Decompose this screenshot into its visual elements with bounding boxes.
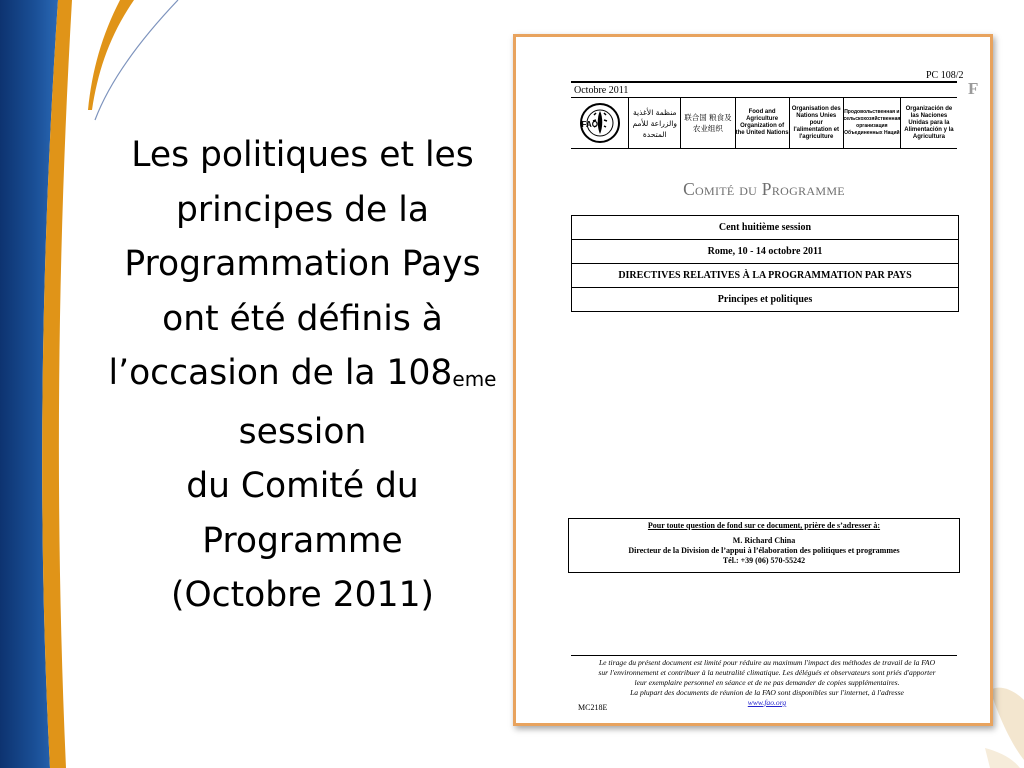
- bottom-right-swirl: [990, 688, 1024, 760]
- footer-line: sur l'environnement et contribuer à la neutralité climatique. Les délégués et observateurs sont priés d'apporter: [598, 668, 936, 677]
- slide-title-line: session: [238, 411, 367, 452]
- language-letter: F: [968, 79, 979, 98]
- slide-title-line: ont été définis à: [162, 298, 443, 339]
- contact-box: [568, 518, 960, 573]
- organization-names-row: [571, 98, 957, 149]
- document-page: [516, 37, 990, 723]
- org-name-arabic: منظمة الأغذية والزراعة للأمم المتحدة: [628, 98, 680, 148]
- session-row: DIRECTIVES RELATIVES À LA PROGRAMMATION PAR PAYS: [572, 264, 958, 288]
- contact-name: M. Richard China: [732, 536, 796, 545]
- contact-phone: Tél.: +39 (06) 570-55242: [722, 556, 806, 565]
- svg-text:FAO: FAO: [581, 120, 598, 129]
- contact-heading: Pour toute question de fond sur ce document, prière de s’adresser à:: [647, 521, 881, 530]
- document-code: PC 108/2: [926, 70, 964, 81]
- document-reference: MC218E: [578, 703, 608, 712]
- document-date: Octobre 2011: [574, 85, 629, 96]
- session-row: Rome, 10 - 14 octobre 2011: [572, 240, 958, 264]
- slide-title-line: du Comité du: [186, 466, 419, 506]
- header-top-rule: [571, 81, 957, 83]
- slide-title-line-with-sup: [90, 346, 515, 405]
- bottom-right-swirl-2: [985, 748, 1020, 768]
- org-name-russian: Продовольственная и сельскохозяйственная организация Объединенных Наций: [843, 98, 900, 148]
- org-name-french: Organisation des Nations Unies pour l'alimentation et l'agriculture: [789, 98, 843, 148]
- fao-logo-cell: [571, 98, 628, 148]
- document-image-frame: [513, 34, 993, 726]
- slide-title-line: Les politiques et les: [131, 135, 474, 175]
- fao-logo-icon: [577, 101, 623, 145]
- slide-title-superscript: eme: [452, 367, 497, 391]
- slide-title-line: Programmation Pays: [124, 244, 481, 284]
- slide-title-line: principes de la: [176, 189, 429, 230]
- footer-rule: [571, 655, 957, 656]
- slide-title-line: l’occasion de la 108: [108, 353, 453, 393]
- fao-website-link[interactable]: www.fao.org: [747, 698, 787, 707]
- session-row: Cent huitième session: [572, 216, 958, 240]
- footer-line: leur exemplaire personnel en séance et de ne pas demander de copies supplémentaires.: [634, 678, 900, 687]
- slide-title: [90, 128, 515, 623]
- org-name-chinese: 联合国 粮食及 农业组织: [680, 98, 734, 148]
- org-name-english: Food and Agriculture Organization of the United Nations: [735, 98, 789, 148]
- footer-line-with-link: [574, 688, 960, 708]
- org-name-spanish: Organización de las Naciones Unidas para la Alimentación y la Agricultura: [900, 98, 957, 148]
- contact-role: Directeur de la Division de l’appui à l’élaboration des politiques et programmes: [628, 546, 900, 555]
- session-table: [571, 215, 959, 312]
- footer-line: Le tirage du présent document est limité pour réduire au maximum l'impact des méthodes de travail de la FAO: [598, 658, 936, 667]
- footer-line: La plupart des documents de réunion de la FAO sont disponibles sur l'internet, à l'adresse: [630, 688, 904, 697]
- committee-heading: Comité du Programme: [683, 179, 845, 199]
- document-footer-notice: [574, 658, 960, 708]
- slide-title-line: (Octobre 2011): [171, 575, 434, 615]
- slide-title-line: Programme: [202, 520, 403, 561]
- session-row: Principes et politiques: [572, 288, 958, 312]
